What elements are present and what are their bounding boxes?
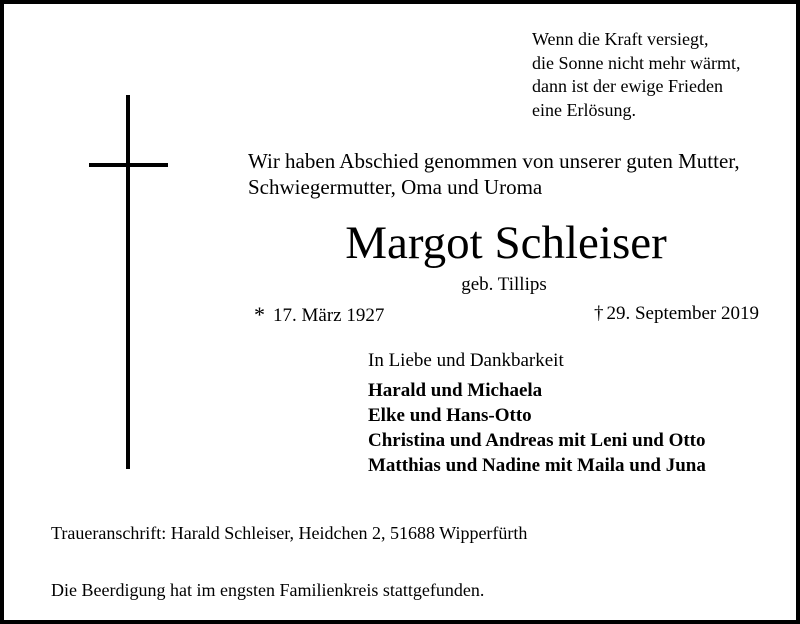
cross-vertical-bar [126, 95, 130, 469]
poem [532, 28, 740, 122]
intro-line: Schwiegermutter, Oma und Uroma [248, 175, 543, 199]
birth-date-line [254, 300, 384, 330]
intro-line: Wir haben Abschied genommen von unserer guten Mutter, [248, 149, 740, 173]
family-entry: Christina und Andreas mit Leni und Otto [368, 430, 706, 451]
funeral-note: Die Beerdigung hat im engsten Familienkreis stattgefunden. [51, 580, 485, 600]
family-entry: Elke und Hans-Otto [368, 405, 532, 426]
deceased-name: Margot Schleiser [345, 217, 667, 269]
birth-star-icon: * [254, 302, 265, 327]
death-date-line [594, 300, 759, 328]
intro-text [248, 148, 740, 200]
poem-line: eine Erlösung. [532, 99, 636, 120]
poem-line: dann ist der ewige Frieden [532, 76, 723, 96]
poem-line: die Sonne nicht mehr wärmt, [532, 52, 741, 73]
death-date: 29. September 2019 [606, 303, 759, 324]
maiden-name: geb. Tillips [461, 274, 547, 295]
mourners-lead: In Liebe und Dankbarkeit [368, 350, 564, 371]
cross-horizontal-bar [89, 163, 168, 167]
family-entry: Matthias und Nadine mit Maila und Juna [368, 455, 706, 476]
mourning-address: Traueranschrift: Harald Schleiser, Heidchen 2, 51688 Wipperfürth [51, 523, 528, 543]
family-entry: Harald und Michaela [368, 380, 543, 401]
birth-date: 17. März 1927 [273, 305, 385, 326]
death-dagger-icon: † [593, 303, 604, 324]
mourners-block [368, 348, 706, 478]
poem-line: Wenn die Kraft versiegt, [532, 29, 709, 49]
